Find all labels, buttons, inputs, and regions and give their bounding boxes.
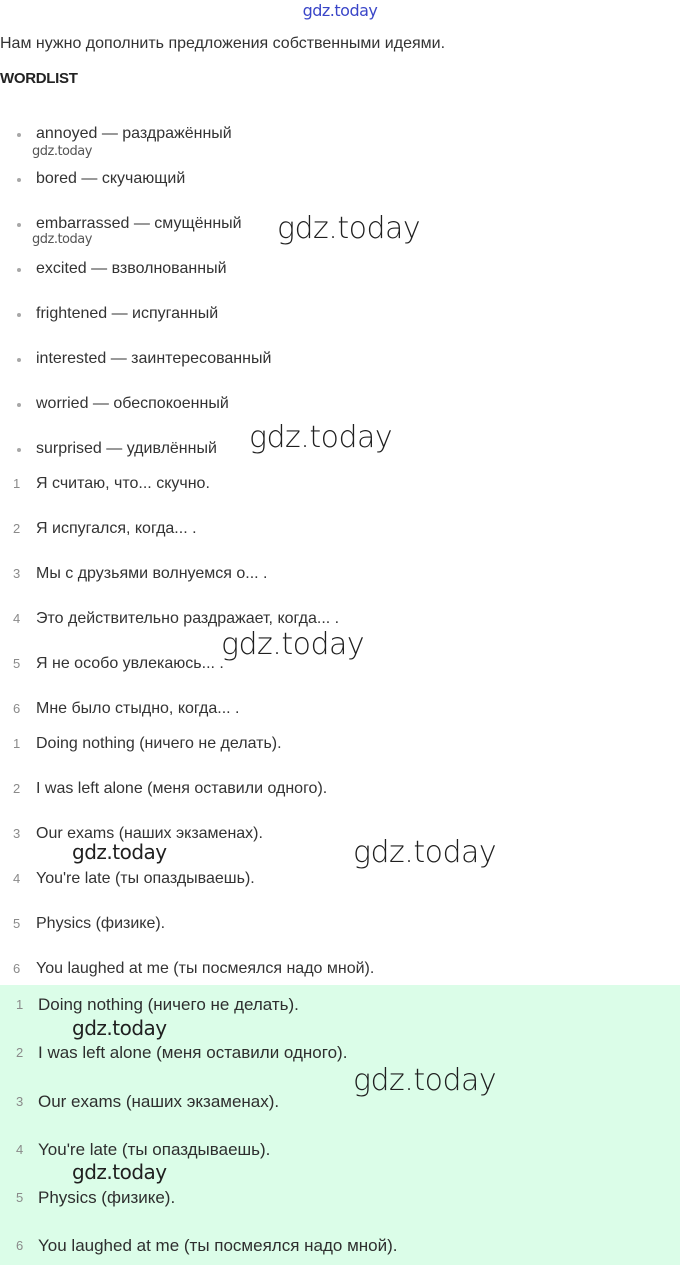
watermark: gdz.today [32, 232, 92, 247]
watermark: gdz.today [32, 144, 92, 159]
bullet-icon [17, 403, 21, 407]
bullet-icon [17, 313, 21, 317]
site-link[interactable]: gdz.today [302, 1, 378, 20]
bullet-icon [17, 358, 21, 362]
watermark: gdz.today [221, 627, 365, 662]
wordlist-title: WORDLIST [0, 70, 78, 87]
bullet-icon [17, 448, 21, 452]
bullet-icon [17, 178, 21, 182]
watermark: gdz.today [72, 840, 167, 864]
bullet-icon [17, 133, 21, 137]
intro-text: Нам нужно дополнить предложения собственными идеями. [0, 35, 446, 52]
watermark: gdz.today [72, 1160, 167, 1184]
watermark: gdz.today [72, 1016, 167, 1040]
watermark: gdz.today [353, 835, 497, 870]
bullet-icon [17, 268, 21, 272]
watermark: gdz.today [277, 211, 421, 246]
watermark: gdz.today [249, 420, 393, 455]
watermark: gdz.today [353, 1063, 497, 1098]
bullet-icon [17, 223, 21, 227]
